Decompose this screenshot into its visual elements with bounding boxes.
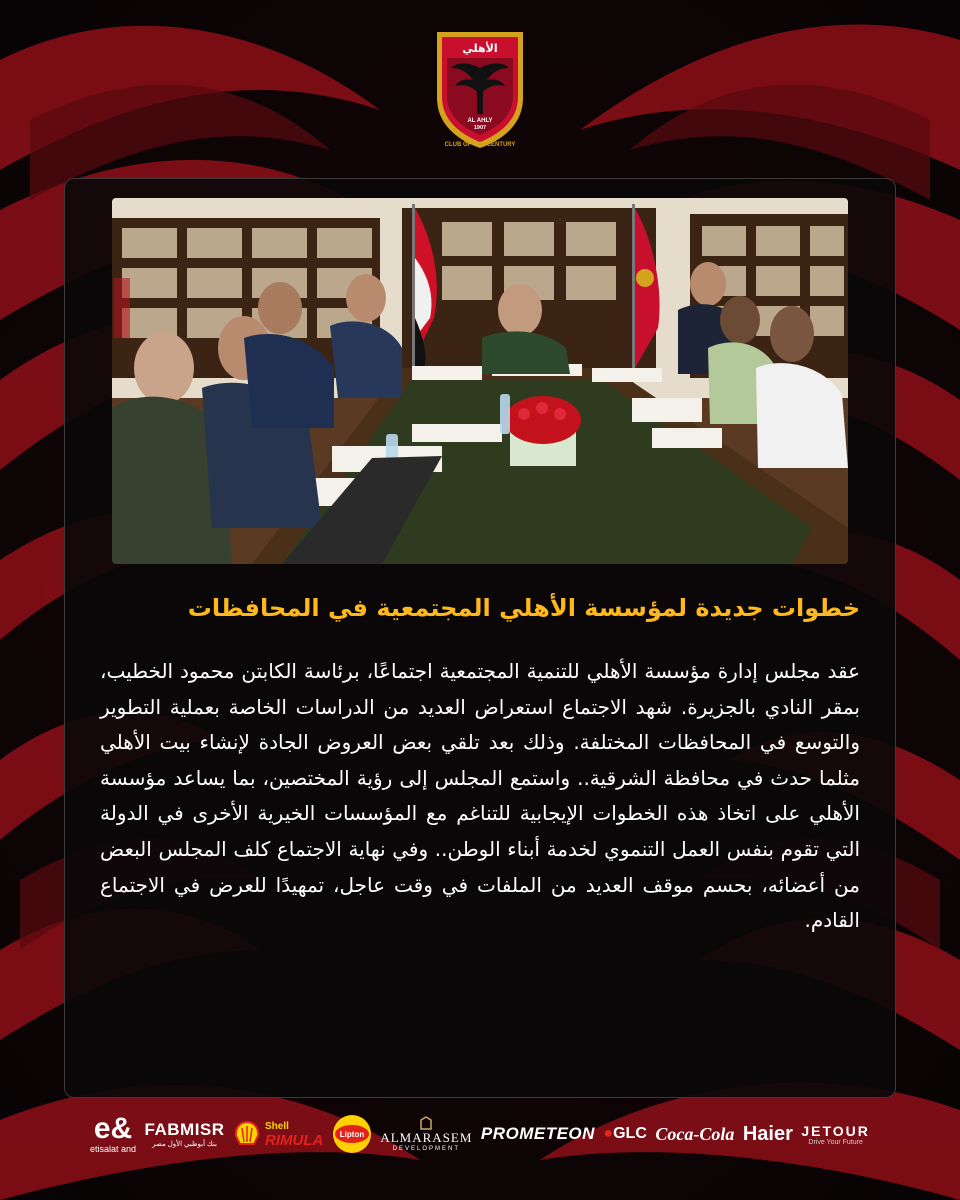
- article-body: عقد مجلس إدارة مؤسسة الأهلي للتنمية المجتمعية اجتماعًا، برئاسة الكابتن محمود الخطيب، بمقر النادي بالجزيرة. شهد الاجتماع استعراض العديد من الدراسات الخاصة بعملية التطوير والتوسع في المحافظات المختلفة. وذلك بعد تلقي بعض العروض الجادة لإنشاء بيت الأهلي مثلما حدث في محافظة الشرقية.. واستمع المجلس إلى رؤية المختصين، بما يساعد مؤسسة الأهلي على اتخاذ هذه الخطوات الإيجابية للتناغم مع المؤسسات الخيرية الأخرى في الدولة التي تقوم بنفس العمل التنموي لخدمة أبناء الوطن.. وفي نهاية الاجتماع كلف المجلس البعض من أعضائه، بحسم موقف العديد من الملفات في وقت عاجل، تمهيدًا للعرض في الاجتماع القادم.: [100, 659, 860, 933]
- sponsor-cocacola: [655, 1124, 734, 1145]
- cocacola-name: Coca-Cola: [655, 1123, 735, 1144]
- crest-motto: CLUB OF THE CENTURY: [444, 142, 516, 148]
- sponsor-almarasem: [380, 1116, 472, 1152]
- sponsor-haier: [743, 1123, 793, 1146]
- sponsor-logos: [90, 1100, 870, 1168]
- crest-year: 1907: [473, 125, 487, 131]
- prometeon-name: PROMETEON: [480, 1124, 595, 1143]
- sponsor-etisalat: [90, 1111, 137, 1155]
- etisalat-mark: e&: [93, 1111, 133, 1145]
- almarasem-name: ALMARASEM: [380, 1130, 473, 1145]
- haier-name: Haier: [742, 1122, 793, 1145]
- crest-name: AL AHLY: [467, 118, 493, 124]
- sponsor-glc: [603, 1125, 646, 1143]
- etisalat-name: etisalat and: [90, 1143, 137, 1154]
- sponsor-fabmisr: [145, 1120, 225, 1148]
- rimula-name: RIMULA: [265, 1132, 324, 1149]
- shell-brand: Shell: [265, 1121, 289, 1132]
- headline: خطوات جديدة لمؤسسة الأهلي المجتمعية في المحافظات: [187, 594, 860, 622]
- fabmisr-tagline: بنك أبوظبي الأول مصر: [152, 1141, 217, 1148]
- sponsor-prometeon: [481, 1124, 595, 1144]
- jetour-name: JETOUR: [801, 1122, 870, 1139]
- crest-arabic-name: الأهلي: [462, 42, 498, 55]
- jetour-slogan: Drive Your Future: [808, 1138, 863, 1146]
- sponsor-lipton: [332, 1114, 372, 1154]
- glc-dot-icon: ●: [603, 1125, 614, 1142]
- flower-arrangement: [505, 396, 581, 466]
- sponsor-jetour: [801, 1123, 870, 1146]
- al-ahly-crest: [433, 28, 527, 150]
- lipton-name: Lipton: [339, 1130, 365, 1139]
- lipton-logo: [332, 1114, 372, 1154]
- sponsor-shell-rimula: [233, 1120, 323, 1148]
- almarasem-sub: DEVELOPMENT: [392, 1146, 461, 1152]
- glc-name: GLC: [613, 1125, 647, 1142]
- almarasem-mark-icon: [420, 1116, 432, 1130]
- shell-pecten-icon: [233, 1120, 261, 1148]
- meeting-photo: [112, 198, 848, 564]
- fabmisr-name: FABMISR: [144, 1120, 225, 1139]
